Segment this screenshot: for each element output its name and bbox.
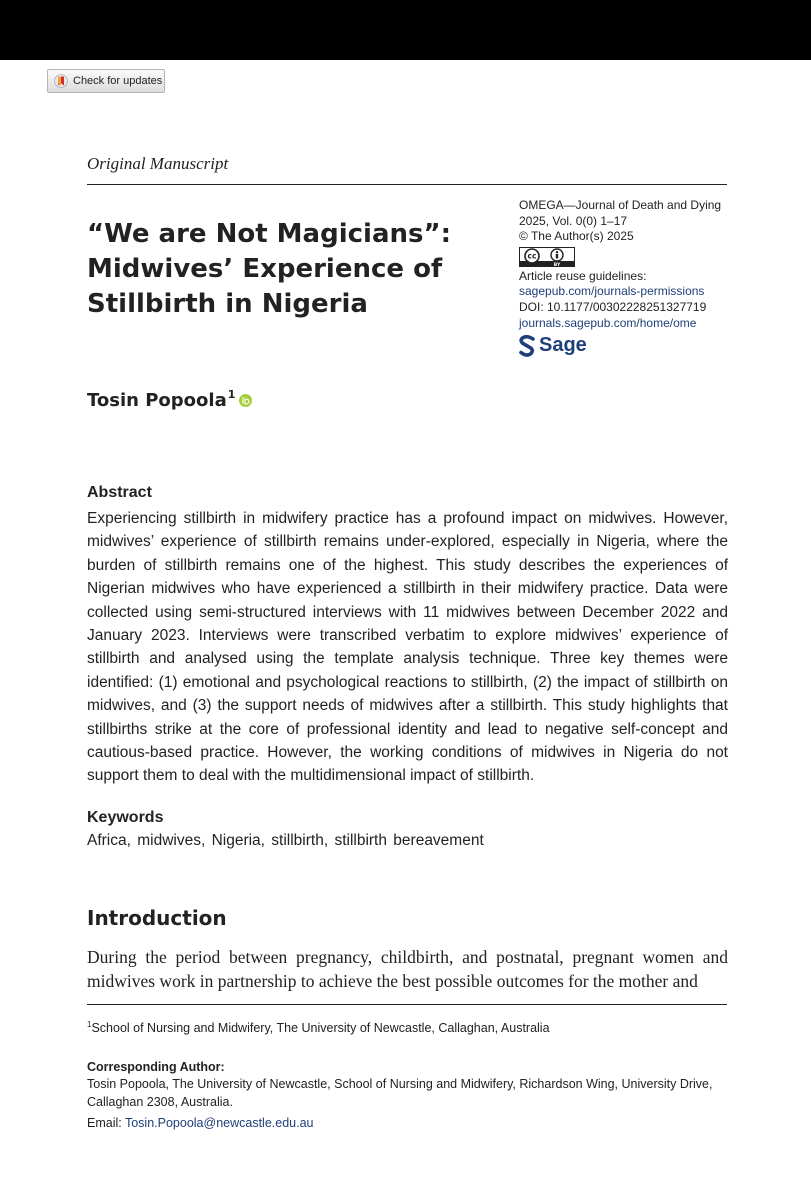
- section-label: Original Manuscript: [87, 154, 229, 173]
- footnote-mark: 1: [87, 1020, 92, 1029]
- sage-s-icon: [519, 335, 536, 357]
- orcid-icon[interactable]: [239, 394, 252, 407]
- journal-name: OMEGA—Journal of Death and Dying: [519, 198, 722, 212]
- affiliation-footnote: [87, 1020, 550, 1035]
- doi: DOI: 10.1177/00302228251327719: [519, 299, 707, 314]
- affiliation-text: School of Nursing and Midwifery, The University of Newcastle, Callaghan, Australia: [91, 1021, 550, 1036]
- check-for-updates-button[interactable]: [47, 69, 165, 93]
- check-for-updates-label: Check for updates: [73, 75, 163, 87]
- keywords-text: Africa, midwives, Nigeria, stillbirth, stillbirth bereavement: [87, 832, 484, 849]
- check-updates-icon: [54, 74, 68, 88]
- cc-by-icon[interactable]: [519, 247, 575, 267]
- journal-meta: [519, 198, 769, 357]
- sage-wordmark: Sage: [539, 334, 587, 357]
- corresponding-email-line: [87, 1116, 314, 1130]
- footnote-divider: [87, 1004, 727, 1005]
- introduction-heading: Introduction: [87, 906, 227, 930]
- journal-home-link[interactable]: journals.sagepub.com/home/ome: [519, 315, 697, 330]
- top-black-bar: [0, 0, 811, 60]
- author-affiliation-mark: 1: [227, 388, 236, 401]
- corresponding-address: Tosin Popoola, The University of Newcastle, School of Nursing and Midwifery, Richardson Wing, University Drive, Callaghan 2308, Australia.: [87, 1077, 713, 1109]
- reuse-label: Article reuse guidelines:: [519, 268, 647, 283]
- introduction-text: During the period between pregnancy, childbirth, and postnatal, pregnant women and midwives work in partnership to achieve the best possible outcomes for the mother and: [87, 947, 728, 991]
- article-title: “We are Not Magicians”: Midwives’ Experience of Stillbirth in Nigeria: [87, 219, 451, 319]
- email-link[interactable]: Tosin.Popoola@newcastle.edu.au: [124, 1116, 314, 1130]
- email-label: Email:: [87, 1116, 122, 1130]
- journal-copyright: © The Author(s) 2025: [519, 229, 634, 244]
- abstract-heading: Abstract: [87, 484, 152, 501]
- author-line: [87, 390, 252, 411]
- header-divider: [87, 184, 727, 185]
- keywords-heading: Keywords: [87, 809, 164, 826]
- svg-text:BY: BY: [553, 262, 561, 267]
- reuse-link[interactable]: sagepub.com/journals-permissions: [519, 284, 705, 299]
- svg-text:cc: cc: [527, 251, 537, 261]
- corresponding-heading: Corresponding Author:: [87, 1060, 225, 1074]
- sage-logo: [519, 335, 769, 357]
- author-name: Tosin Popoola: [87, 390, 227, 411]
- abstract-text: Experiencing stillbirth in midwifery practice has a profound impact on midwives. However, midwives’ experience of stillbirth remains under-explored, especially in Nigeria, where the burden of stillbirth remains one of the highest. This study describes the experiences of Nigerian midwives who have experienced a stillbirth in their midwifery practice. Data were collected using semi-structured interviews with 11 midwives between December 2022 and January 2023. Interviews were transcribed verbatim to explore midwives’ experience of stillbirth and analysed using the template analysis technique. Three key themes were identified: (1) emotional and psychological reactions to stillbirth, (2) the impact of stillbirth on midwives, and (3) the support needs of midwives after a stillbirth. This study highlights that stillbirths strike at the core of professional identity and lead to negative self-concept and cautious-based practice. However, the working conditions of midwives in Nigeria do not support them to deal with the multidimensional impact of stillbirth.: [87, 510, 728, 785]
- journal-volume: 2025, Vol. 0(0) 1–17: [519, 213, 628, 228]
